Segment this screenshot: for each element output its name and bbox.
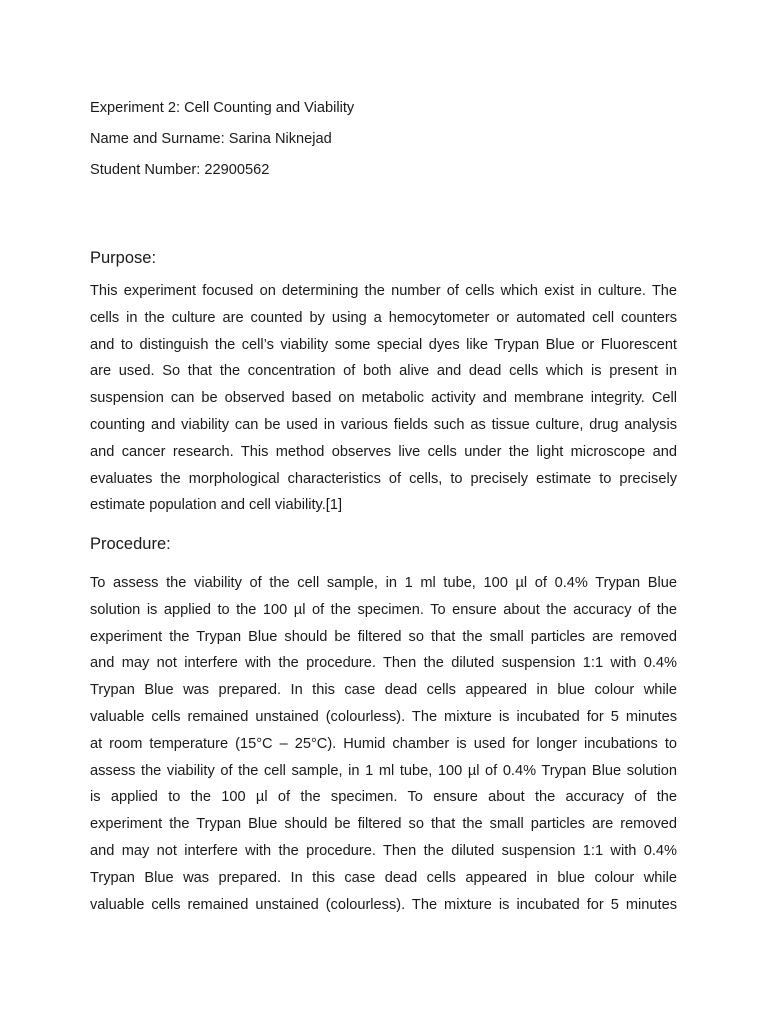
procedure-paragraph [90, 570, 677, 918]
paragraph-line: and cancer research. This method observes live cells under the light microscope and [90, 443, 677, 460]
student-name: Name and Surname: Sarina Niknejad [90, 131, 332, 147]
paragraph-line: To assess the viability of the cell sample, in 1 ml tube, 100 µl of 0.4% Trypan Blue [90, 575, 677, 591]
paragraph-line: at room temperature (15°C – 25°C). Humid chamber is used for longer incubations to [90, 735, 677, 752]
paragraph-line: are used. So that the concentration of both alive and dead cells which is present in [90, 363, 677, 380]
paragraph-line: Trypan Blue was prepared. In this case dead cells appeared in blue colour while [90, 682, 677, 699]
paragraph-line: is applied to the 100 µl of the specimen. To ensure about the accuracy of the [90, 789, 677, 806]
paragraph-line: experiment the Trypan Blue should be filtered so that the small particles are removed [90, 816, 677, 833]
paragraph-line: and to distinguish the cell’s viability some special dyes like Trypan Blue or Fluorescent [90, 336, 677, 353]
paragraph-line: assess the viability of the cell sample, in 1 ml tube, 100 µl of 0.4% Trypan Blue solution [90, 762, 677, 779]
paragraph-line: and may not interfere with the procedure. Then the diluted suspension 1:1 with 0.4% [90, 842, 677, 859]
paragraph-line: cells in the culture are counted by using a hemocytometer or automated cell counters [90, 309, 677, 326]
document-header [90, 93, 690, 186]
paragraph-line: and may not interfere with the procedure. Then the diluted suspension 1:1 with 0.4% [90, 655, 677, 672]
paragraph-line: estimate population and cell viability.[1] [90, 497, 343, 514]
purpose-heading: Purpose: [90, 249, 157, 267]
procedure-heading: Procedure: [90, 535, 171, 553]
paragraph-line: counting and viability can be used in various fields such as tissue culture, drug analysis [90, 416, 677, 433]
student-number: Student Number: 22900562 [90, 162, 270, 178]
paragraph-line: experiment the Trypan Blue should be filtered so that the small particles are removed [90, 628, 677, 645]
paragraph-line: valuable cells remained unstained (colourless). The mixture is incubated for 5 minutes [90, 896, 677, 913]
experiment-title: Experiment 2: Cell Counting and Viability [90, 100, 355, 116]
paragraph-line: valuable cells remained unstained (colourless). The mixture is incubated for 5 minutes [90, 708, 677, 725]
paragraph-line: This experiment focused on determining the number of cells which exist in culture. The [90, 283, 677, 299]
paragraph-line: Trypan Blue was prepared. In this case dead cells appeared in blue colour while [90, 869, 677, 886]
paragraph-line: suspension can be observed based on metabolic activity and membrane integrity. Cell [90, 390, 677, 407]
purpose-paragraph [90, 278, 677, 519]
paragraph-line: solution is applied to the 100 µl of the specimen. To ensure about the accuracy of the [90, 601, 677, 618]
paragraph-line: evaluates the morphological characteristics of cells, to precisely estimate to precisely [90, 470, 677, 487]
